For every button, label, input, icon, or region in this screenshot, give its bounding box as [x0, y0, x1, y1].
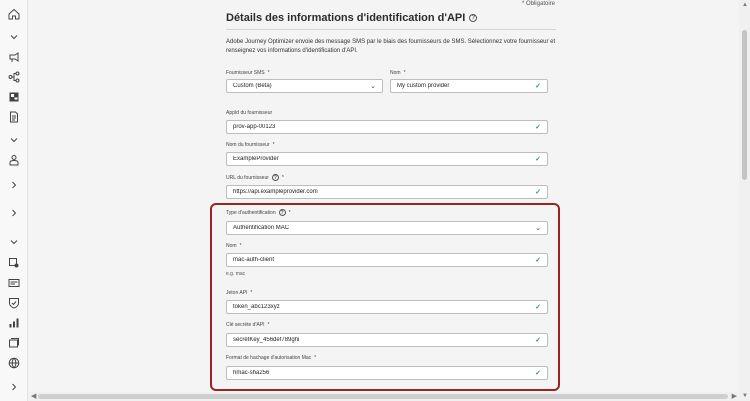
sms-provider-value: Custom (Beta)	[233, 83, 272, 89]
api-secret-input[interactable]	[226, 333, 548, 347]
chevron-down-icon[interactable]	[7, 235, 21, 249]
left-rail	[0, 0, 28, 401]
provider-appid-label	[226, 110, 272, 116]
hash-format-label	[226, 355, 316, 361]
provider-name-input[interactable]	[226, 152, 548, 166]
provider-name-value: ExampleProvider	[233, 156, 279, 162]
required-marker: *	[272, 142, 275, 148]
help-icon[interactable]: ?	[469, 14, 477, 22]
help-icon[interactable]: ?	[280, 209, 284, 216]
provider-url-value: https://api.exampleprovider.com	[233, 189, 318, 195]
hash-format-label-text: Format de hachage d'autorisation Mac	[226, 355, 312, 361]
check-icon: ✓	[535, 257, 541, 264]
name-value: My custom provider	[397, 83, 450, 89]
globe-icon[interactable]	[7, 356, 21, 370]
help-icon[interactable]: ?	[273, 174, 277, 181]
sms-provider-select[interactable]	[226, 79, 383, 93]
api-token-label-text: Jeton API	[226, 290, 248, 296]
scroll-left-icon[interactable]: ◀	[31, 393, 37, 400]
api-secret-label	[226, 322, 269, 328]
provider-name-label	[226, 142, 275, 148]
chevron-right-icon[interactable]	[7, 380, 21, 394]
horizontal-scrollbar[interactable]	[28, 392, 739, 401]
api-token-input[interactable]	[226, 300, 548, 314]
provider-name-label-text: Nom du fournisseur	[226, 142, 270, 148]
sms-provider-label	[226, 70, 270, 76]
chevron-right-icon[interactable]	[7, 206, 21, 220]
vertical-scrollbar-thumb[interactable]	[742, 30, 747, 180]
api-secret-label-text: Clé secrète d'API	[226, 322, 265, 328]
required-marker: *	[288, 209, 291, 216]
hash-format-input[interactable]	[226, 366, 548, 380]
home-icon[interactable]	[7, 7, 21, 21]
check-icon: ✓	[535, 189, 541, 196]
content-icon[interactable]	[7, 90, 21, 104]
api-token-label	[226, 290, 252, 296]
sms-provider-label-text: Fournisseur SMS	[226, 70, 265, 76]
required-marker: *	[267, 70, 270, 76]
auth-type-value: Authentification MAC	[233, 225, 290, 231]
chevron-right-icon[interactable]	[7, 178, 21, 192]
api-token-value: token_abc123xyz	[233, 304, 280, 310]
check-icon: ✓	[535, 83, 541, 90]
check-icon: ✓	[535, 304, 541, 311]
name-input[interactable]	[390, 79, 548, 93]
required-marker: *	[267, 322, 270, 328]
check-icon: ✓	[535, 124, 541, 131]
message-icon[interactable]	[7, 276, 21, 290]
chevron-down-icon[interactable]	[7, 30, 21, 44]
name-label	[390, 70, 406, 76]
scroll-down-icon[interactable]: ▼	[742, 393, 748, 399]
required-note: * Obligatoire	[521, 1, 555, 7]
section-title-text: Détails des informations d'identification d'API	[226, 12, 466, 24]
divider	[226, 29, 556, 30]
check-icon: ✓	[535, 337, 541, 344]
reports-icon[interactable]	[7, 316, 21, 330]
check-icon: ✓	[535, 370, 541, 377]
required-marker: *	[281, 174, 284, 181]
profile-icon[interactable]	[7, 153, 21, 167]
intro-text: Adobe Journey Optimizer envoie des message SMS par le biais des fournisseurs de SMS. Sélectionnez votre fournisseur et renseignez vos informations d'identification d'API.	[226, 39, 556, 54]
api-secret-value: secretKey_456def789ghi	[233, 337, 300, 343]
chevron-down-icon[interactable]: ⌄	[370, 83, 376, 90]
name-label-text: Nom	[390, 70, 401, 76]
auth-name-hint: e.g. mac	[226, 271, 246, 277]
vertical-scrollbar[interactable]	[739, 0, 750, 401]
hash-format-value: hmac-sha256	[233, 370, 270, 376]
shield-icon[interactable]	[7, 296, 21, 310]
auth-type-label	[226, 209, 291, 216]
provider-appid-label-text: AppId du fournisseur	[226, 110, 273, 116]
section-title	[226, 12, 477, 24]
auth-type-select[interactable]	[226, 221, 548, 235]
library-icon[interactable]	[7, 336, 21, 350]
scroll-right-icon[interactable]: ▶	[731, 393, 737, 400]
auth-name-label-text: Nom	[226, 243, 237, 249]
scroll-up-icon[interactable]: ▲	[742, 2, 748, 8]
auth-name-label	[226, 243, 242, 249]
required-marker: *	[250, 290, 253, 296]
required-marker: *	[403, 70, 406, 76]
campaign-icon[interactable]	[7, 50, 21, 64]
auth-name-input[interactable]	[226, 253, 548, 267]
chevron-down-icon[interactable]	[7, 133, 21, 147]
provider-url-label-text: URL du fournisseur	[226, 174, 269, 181]
provider-url-label	[226, 174, 284, 181]
check-icon: ✓	[535, 156, 541, 163]
auth-name-value: mac-auth-client	[233, 257, 275, 263]
document-icon[interactable]	[7, 110, 21, 124]
journey-icon[interactable]	[7, 70, 21, 84]
required-marker: *	[314, 355, 317, 361]
required-marker: *	[239, 243, 242, 249]
channel-settings-icon[interactable]	[7, 256, 21, 270]
provider-appid-input[interactable]	[226, 120, 548, 134]
provider-url-input[interactable]	[226, 185, 548, 199]
chevron-down-icon[interactable]: ⌄	[535, 225, 541, 232]
auth-type-label-text: Type d'authentification	[226, 209, 276, 216]
provider-appid-value: prov-app-00123	[233, 124, 276, 130]
horizontal-scrollbar-thumb[interactable]	[38, 394, 728, 399]
